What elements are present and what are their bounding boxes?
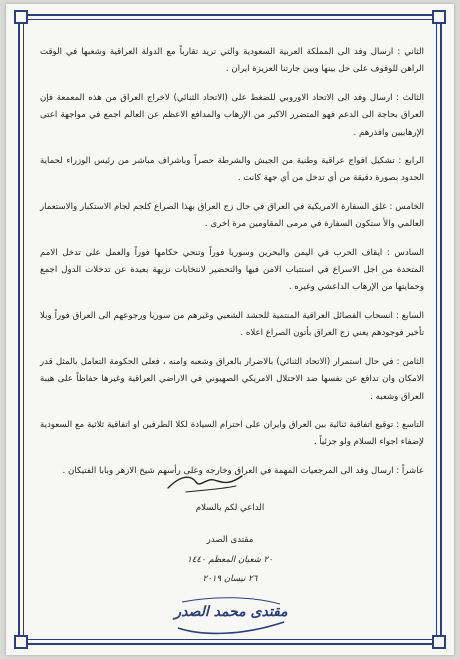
- paragraph-second: الثاني : ارسال وفد الى المملكة العربية السعودية والتي تريد تقارباً مع الدولة العراقية وشعبها في الوقت الراهن للوقوف على حل بينها وبين جارتنا العزيزة ايران .: [40, 47, 424, 75]
- paragraph-ninth: التاسع : توقيع اتفاقية ثنائية بين العراق وايران على احترام السيادة لكلا الطرفين او اتفاقية ثلاثية مع السعودية لإضفاء اجواء السلام ولو جزئياً .: [40, 419, 424, 448]
- seal-text: مقتدى محمد الصدر: [174, 604, 288, 620]
- letter-body: [40, 44, 424, 491]
- handwritten-signature: [156, 464, 256, 500]
- date-hijri: ٢٠ شعبان المعظم ١٤٤٠: [187, 555, 273, 565]
- paragraph-eighth: الثامن : في حال استمرار (الاتحاد الثنائي) بالاضرار بالعراق وشعبه وامنه ، فعلى الحكومة التعامل بالمثل قدر الامكان وان تدافع عن نفسها ضد الاحتلال الامريكي الصهيوني في الاراضي العراقية وغيرها حفاظاً على هيبة العراق وشعبه .: [40, 356, 424, 402]
- closing-greeting: الداعي لكم بالسلام: [195, 503, 265, 513]
- paragraph-sixth: السادس : ايقاف الحرب في اليمن والبحرين وسوريا فوراً وتنحي حكامها فوراً والعمل على تدخل الامم المتحدة من اجل الاسراع في استتباب الامن فيها والتحضير لانتخابات نزيهة بعيدة عن تدخلات الدول اجمع وحمايتها من الإرهاب الداعشي وغيره .: [40, 247, 424, 293]
- document-page: [6, 4, 454, 655]
- official-seal: [172, 592, 290, 638]
- frame-corner: [432, 10, 446, 24]
- frame-corner: [432, 635, 446, 649]
- frame-corner: [14, 635, 28, 649]
- paragraph-tenth: عاشراً : ارسال وفد الى المرجعيات المهمة في العراق وخارجه وعلى رأسهم شيخ الازهر وبابا الفتيكان .: [62, 465, 424, 476]
- paragraph-seventh: السابع : انسحاب الفصائل العراقية المنتمية للحشد الشعبي وغيرهم من سوريا ورجوعهم الى العراق فوراً وبلا تأخير فوجودهم يعني زج العراق بأتون الصراع اعلاه .: [40, 310, 424, 339]
- paragraph-fourth: الرابع : تشكيل افواج عراقية وطنية من الجيش والشرطة حصراً وباشراف مباشر من رئيس الوزراء لحماية الحدود بصورة دقيقة من أي تدخل من أي جهة كانت .: [40, 156, 424, 184]
- paragraph-fifth: الخامس : غلق السفارة الامريكية في العراق في حال زج العراق بهذا الصراع كلجم لجام الاستكبار والاستعمار العالمي والأ ستكون السفارة في مرمى المقاومين مرة اخرى .: [40, 201, 424, 230]
- date-gregorian: ٢٦ نيسان ٢٠١٩: [202, 574, 258, 584]
- signatory-name: مقتدى الصدر: [206, 535, 254, 545]
- paragraph-third: الثالث : ارسال وفد الى الاتحاد الاوروبي للضغط على (الاتحاد الثنائي) لاخراج العراق من هذه المعمعة فإن العراق بحاجة الى الدعم فهو المتضرر الاكبر من الإرهاب والمدافع الاعظم عن العالم اجمع في مواجهة اعتى الإرهابيين وافذرهم .: [40, 92, 424, 138]
- frame-corner: [14, 10, 28, 24]
